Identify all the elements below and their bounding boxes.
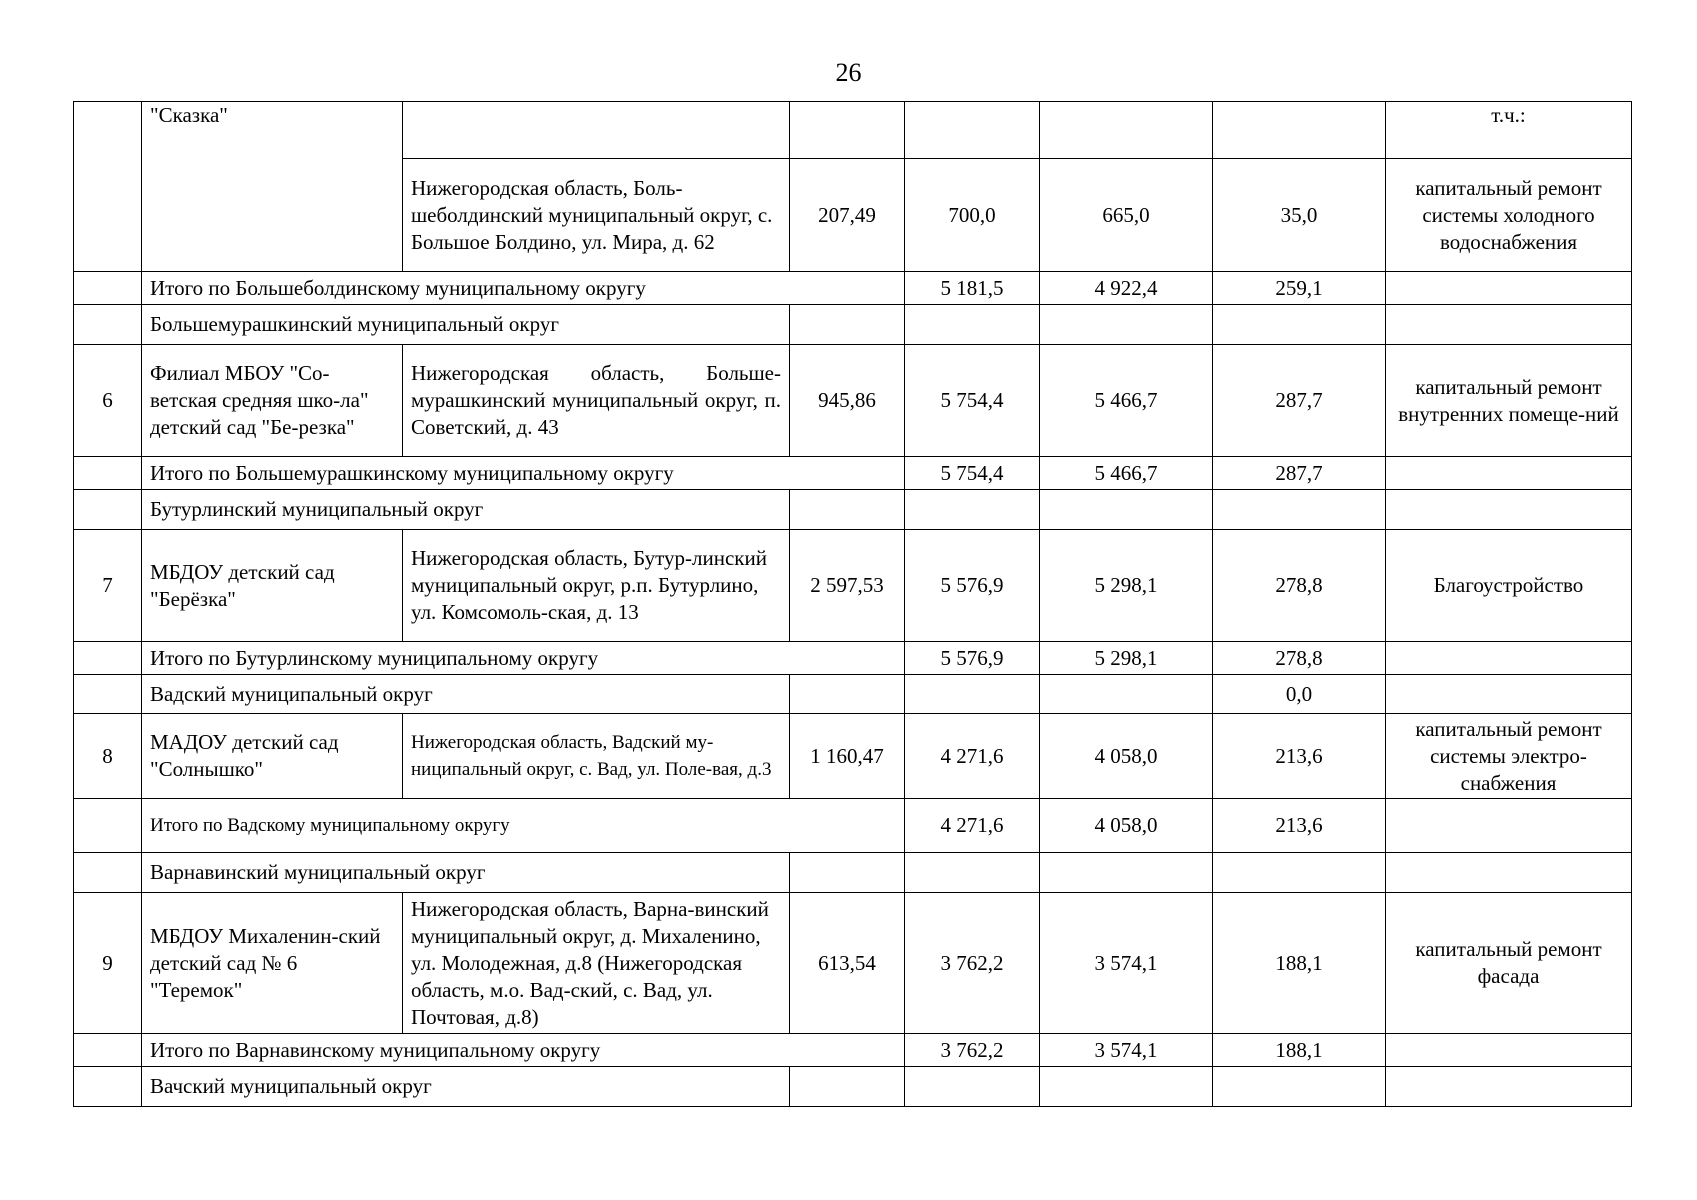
area-cell: 945,86 — [790, 345, 905, 457]
total-cell: 3 762,2 — [905, 1034, 1040, 1067]
total-cell: 4 271,6 — [905, 714, 1040, 799]
district-label-cell: Большемурашкинский муниципальный округ — [142, 305, 790, 345]
area-cell — [790, 490, 905, 530]
institution-name-cell: МАДОУ детский сад "Солнышко" — [142, 714, 403, 799]
total-row — [74, 799, 1632, 853]
row-number-cell: 6 — [74, 345, 142, 457]
work-type-cell: т.ч.: — [1386, 102, 1632, 159]
federal-cell: 4 922,4 — [1040, 272, 1213, 305]
area-cell — [790, 102, 905, 159]
row-number-cell — [74, 305, 142, 345]
row-number-cell — [74, 490, 142, 530]
work-type-cell — [1386, 799, 1632, 853]
work-type-cell: капитальный ремонт фасада — [1386, 893, 1632, 1034]
local-cell: 287,7 — [1213, 457, 1386, 490]
row-number-cell: 8 — [74, 714, 142, 799]
local-cell: 259,1 — [1213, 272, 1386, 305]
federal-cell: 5 298,1 — [1040, 642, 1213, 675]
institution-name-cell: "Сказка" — [142, 102, 403, 272]
work-type-cell: капитальный ремонт системы холодного водоснабжения — [1386, 159, 1632, 272]
total-cell — [905, 102, 1040, 159]
district-row — [74, 1067, 1632, 1107]
address-cell: Нижегородская область, Больше-мурашкинский муниципальный округ, п. Советский, д. 43 — [403, 345, 790, 457]
local-cell: 278,8 — [1213, 642, 1386, 675]
work-type-cell — [1386, 642, 1632, 675]
area-cell — [790, 305, 905, 345]
total-label-cell: Итого по Большемурашкинскому муниципальному округу — [142, 457, 905, 490]
federal-cell: 3 574,1 — [1040, 893, 1213, 1034]
row-number-cell — [74, 1067, 142, 1107]
work-type-cell — [1386, 457, 1632, 490]
work-type-cell: капитальный ремонт системы электро-снабжения — [1386, 714, 1632, 799]
local-cell: 35,0 — [1213, 159, 1386, 272]
local-cell — [1213, 305, 1386, 345]
area-cell: 207,49 — [790, 159, 905, 272]
local-cell: 213,6 — [1213, 799, 1386, 853]
total-row — [74, 457, 1632, 490]
district-label-cell: Бутурлинский муниципальный округ — [142, 490, 790, 530]
local-cell — [1213, 853, 1386, 893]
address-cell — [403, 102, 790, 159]
local-cell — [1213, 1067, 1386, 1107]
federal-cell: 5 298,1 — [1040, 530, 1213, 642]
work-type-cell — [1386, 490, 1632, 530]
total-cell: 5 754,4 — [905, 457, 1040, 490]
total-cell — [905, 1067, 1040, 1107]
federal-cell: 4 058,0 — [1040, 799, 1213, 853]
address-cell: Нижегородская область, Вадский му-ниципальный округ, с. Вад, ул. Поле-вая, д.3 — [403, 714, 790, 799]
total-cell — [905, 675, 1040, 714]
work-type-cell — [1386, 1034, 1632, 1067]
total-cell — [905, 305, 1040, 345]
total-label-cell: Итого по Вадскому муниципальному округу — [142, 799, 905, 853]
total-row — [74, 272, 1632, 305]
total-row — [74, 1034, 1632, 1067]
area-cell — [790, 853, 905, 893]
institution-name-cell: Филиал МБОУ "Со-ветская средняя шко-ла" детский сад "Бе-резка" — [142, 345, 403, 457]
total-cell: 5 181,5 — [905, 272, 1040, 305]
total-label-cell: Итого по Бутурлинскому муниципальному округу — [142, 642, 905, 675]
total-row — [74, 642, 1632, 675]
area-cell — [790, 1067, 905, 1107]
federal-cell — [1040, 305, 1213, 345]
work-type-cell — [1386, 272, 1632, 305]
address-cell: Нижегородская область, Варна-винский муниципальный округ, д. Михаленино, ул. Молодежная, д.8 (Нижегородская область, м.о. Вад-ский, с. Вад, ул. Почтовая, д.8) — [403, 893, 790, 1034]
local-cell — [1213, 102, 1386, 159]
row-number-cell — [74, 102, 142, 272]
federal-cell — [1040, 102, 1213, 159]
table-row — [74, 530, 1632, 642]
federal-cell — [1040, 675, 1213, 714]
local-cell — [1213, 490, 1386, 530]
row-number-cell — [74, 642, 142, 675]
total-cell: 3 762,2 — [905, 893, 1040, 1034]
work-type-cell — [1386, 853, 1632, 893]
institution-name-cell: МБДОУ детский сад "Берёзка" — [142, 530, 403, 642]
total-cell: 5 576,9 — [905, 530, 1040, 642]
total-cell — [905, 490, 1040, 530]
funding-table — [73, 101, 1632, 1107]
district-row — [74, 305, 1632, 345]
total-cell: 4 271,6 — [905, 799, 1040, 853]
work-type-cell — [1386, 305, 1632, 345]
row-number-cell — [74, 853, 142, 893]
district-row — [74, 675, 1632, 714]
federal-cell — [1040, 853, 1213, 893]
federal-cell: 5 466,7 — [1040, 345, 1213, 457]
local-cell: 287,7 — [1213, 345, 1386, 457]
row-number-cell: 9 — [74, 893, 142, 1034]
table-row — [74, 345, 1632, 457]
total-cell: 700,0 — [905, 159, 1040, 272]
federal-cell — [1040, 1067, 1213, 1107]
table-row — [74, 893, 1632, 1034]
federal-cell: 665,0 — [1040, 159, 1213, 272]
local-cell: 188,1 — [1213, 893, 1386, 1034]
local-cell: 213,6 — [1213, 714, 1386, 799]
area-cell — [790, 675, 905, 714]
total-cell: 5 754,4 — [905, 345, 1040, 457]
local-cell: 278,8 — [1213, 530, 1386, 642]
local-cell: 188,1 — [1213, 1034, 1386, 1067]
row-number-cell: 7 — [74, 530, 142, 642]
area-cell: 2 597,53 — [790, 530, 905, 642]
address-cell: Нижегородская область, Бутур-линский муниципальный округ, р.п. Бутурлино, ул. Комсомоль-ская, д. 13 — [403, 530, 790, 642]
federal-cell — [1040, 490, 1213, 530]
work-type-cell — [1386, 1067, 1632, 1107]
total-cell: 5 576,9 — [905, 642, 1040, 675]
district-row — [74, 490, 1632, 530]
work-type-cell — [1386, 675, 1632, 714]
district-label-cell: Вадский муниципальный округ — [142, 675, 790, 714]
row-number-cell — [74, 799, 142, 853]
federal-cell: 5 466,7 — [1040, 457, 1213, 490]
row-number-cell — [74, 272, 142, 305]
total-label-cell: Итого по Большеболдинскому муниципальному округу — [142, 272, 905, 305]
federal-cell: 4 058,0 — [1040, 714, 1213, 799]
institution-name-cell: МБДОУ Михаленин-ский детский сад № 6 "Теремок" — [142, 893, 403, 1034]
area-cell: 613,54 — [790, 893, 905, 1034]
district-label-cell: Вачский муниципальный округ — [142, 1067, 790, 1107]
total-label-cell: Итого по Варнавинскому муниципальному округу — [142, 1034, 905, 1067]
total-cell — [905, 853, 1040, 893]
federal-cell: 3 574,1 — [1040, 1034, 1213, 1067]
area-cell: 1 160,47 — [790, 714, 905, 799]
local-cell: 0,0 — [1213, 675, 1386, 714]
table-row — [74, 102, 1632, 159]
district-row — [74, 853, 1632, 893]
district-label-cell: Варнавинский муниципальный округ — [142, 853, 790, 893]
row-number-cell — [74, 457, 142, 490]
address-cell: Нижегородская область, Боль-шеболдинский муниципальный округ, с. Большое Болдино, ул. Мира, д. 62 — [403, 159, 790, 272]
table-row — [74, 714, 1632, 799]
row-number-cell — [74, 1034, 142, 1067]
row-number-cell — [74, 675, 142, 714]
page-number: 26 — [835, 58, 862, 87]
work-type-cell: капитальный ремонт внутренних помеще-ний — [1386, 345, 1632, 457]
work-type-cell: Благоустройство — [1386, 530, 1632, 642]
